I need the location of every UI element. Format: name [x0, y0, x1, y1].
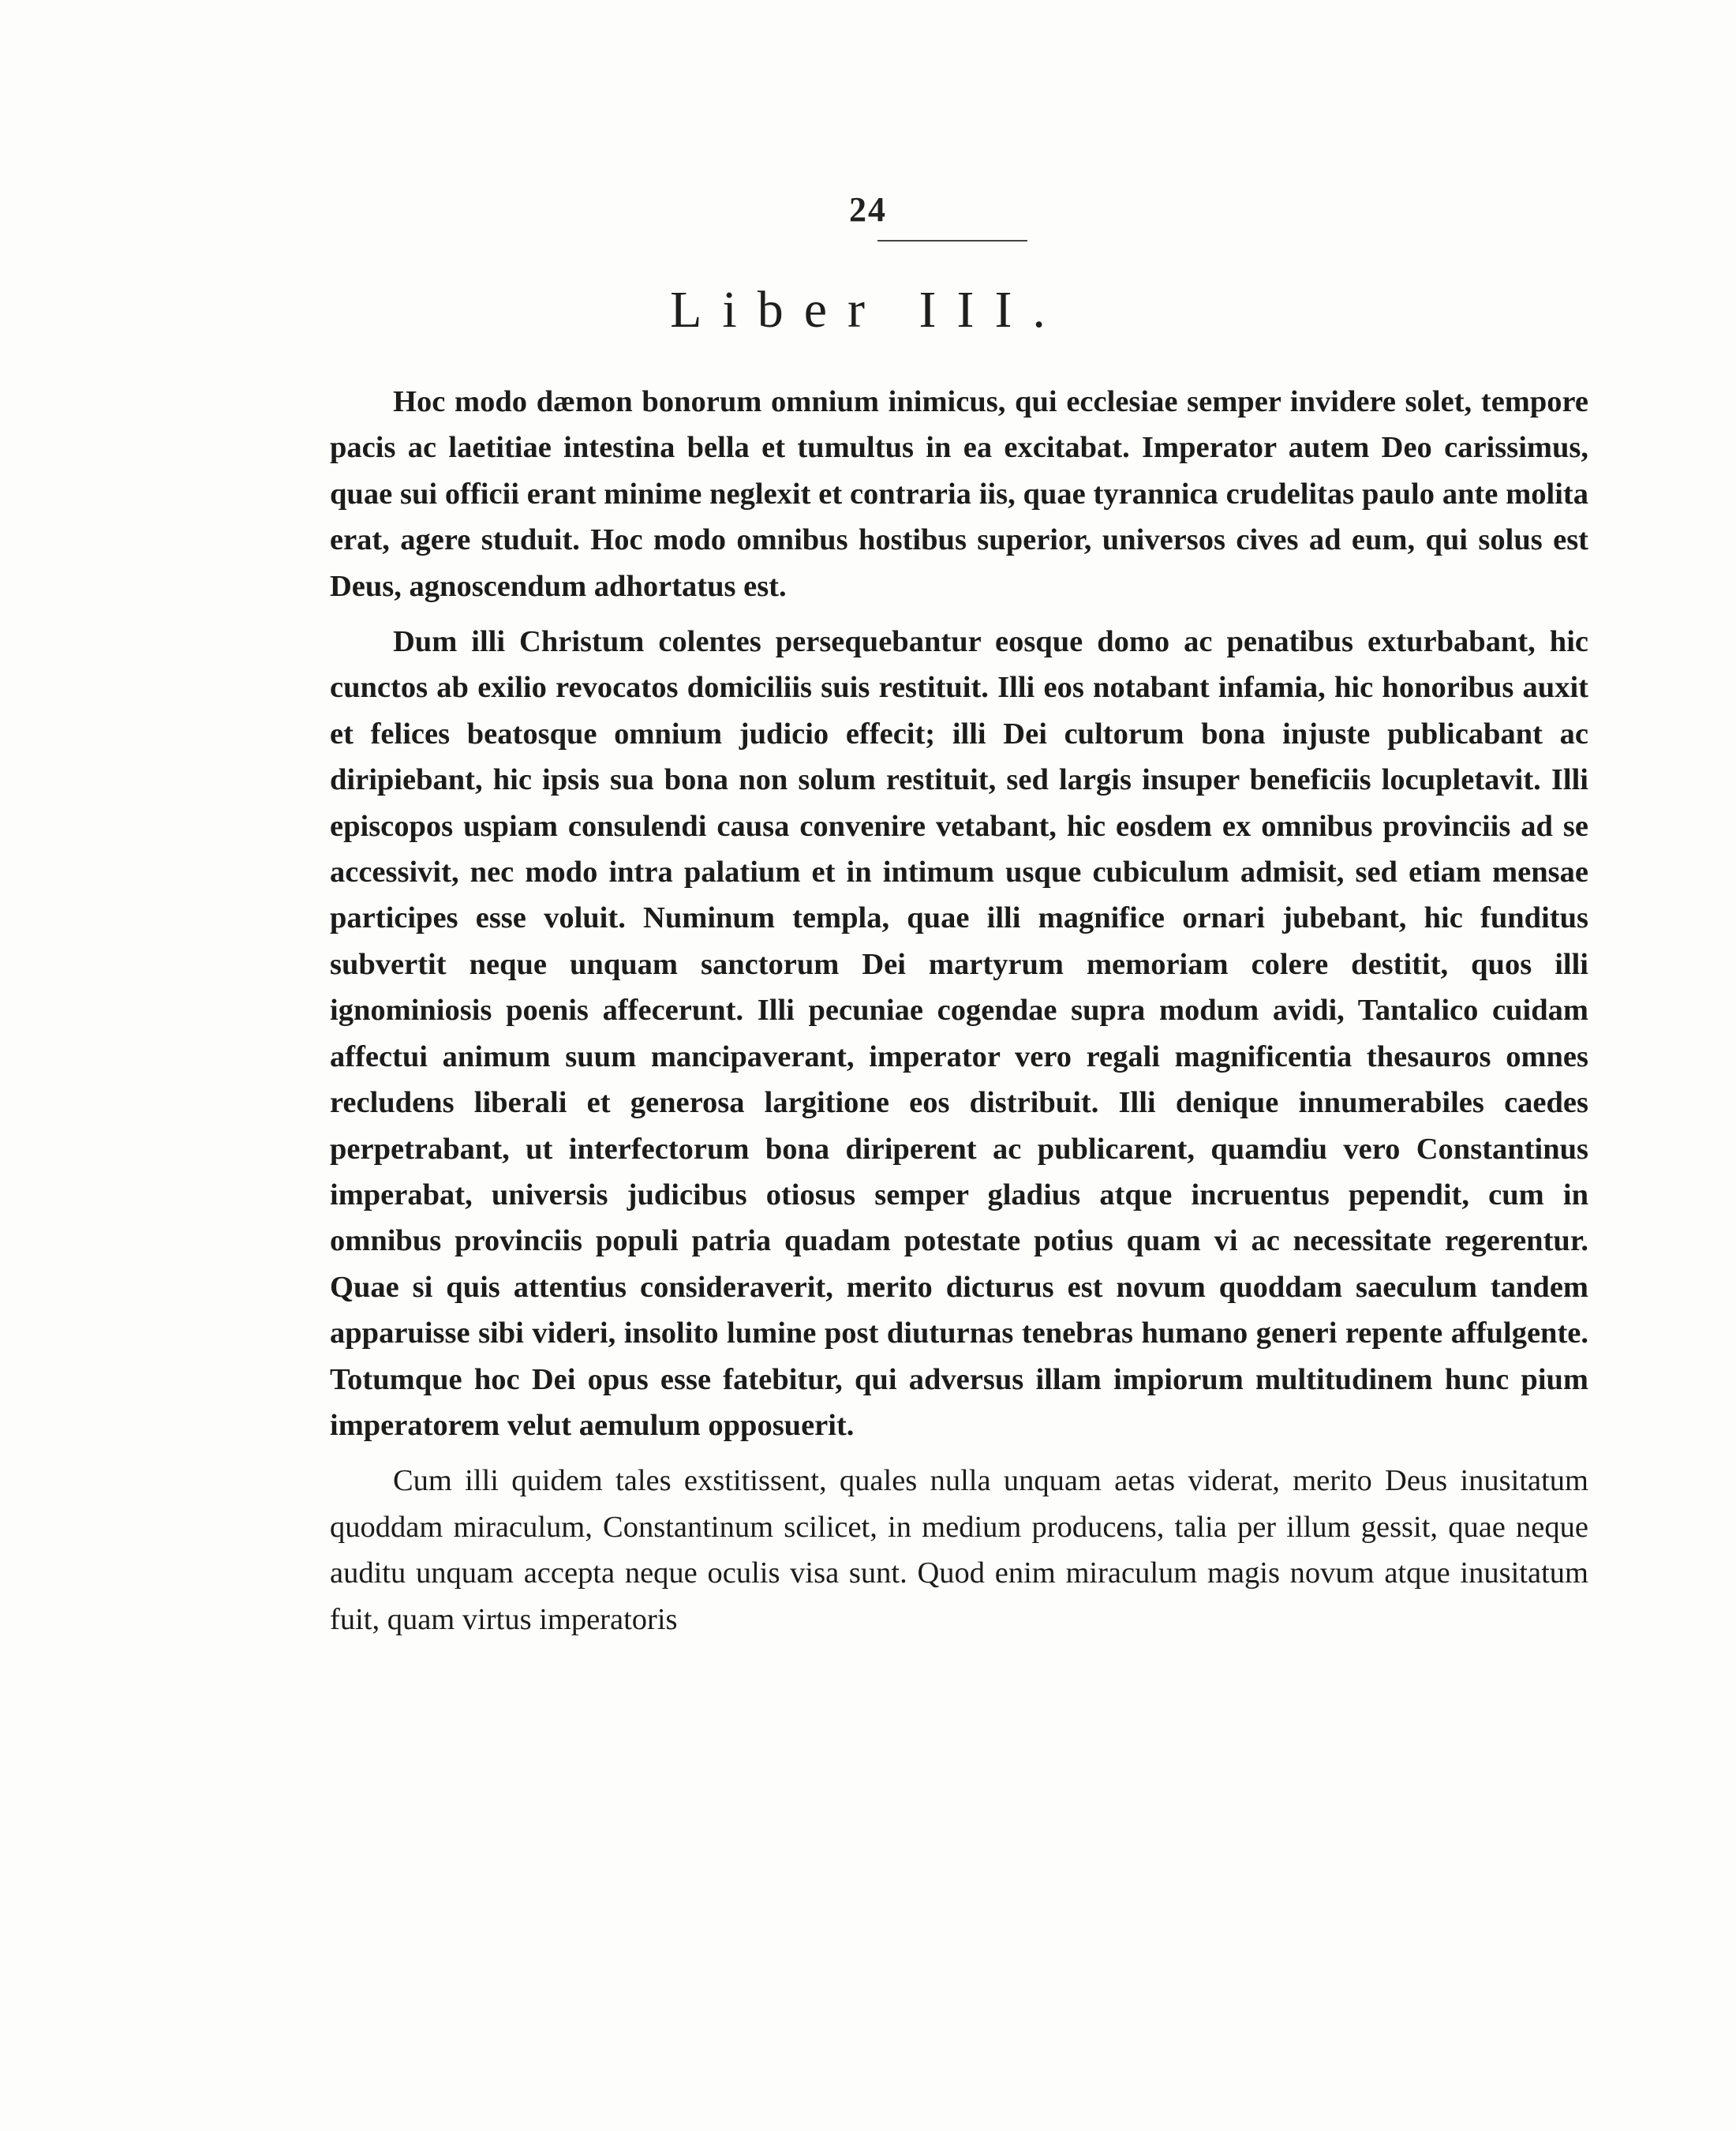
page-number: 24 — [849, 190, 887, 229]
header-rule — [877, 240, 1027, 242]
paragraph-3: Cum illi quidem tales exstitissent, quales nulla unquam aetas viderat, merito Deus inusitatum quoddam miraculum, Constantinum scilicet, in medium producens, talia per illum gessit, quae neque auditu unquam accepta neque oculis visa sunt. Quod enim miraculum magis novum atque inusitatum fuit, quam virtus imperatoris — [330, 1464, 1588, 1636]
chapter-title: Liber III. — [670, 281, 1066, 339]
paragraph-2: Dum illi Christum colentes persequebantur eosque domo ac penatibus exturbabant, hic cunctos ab exilio revocatos domiciliis suis restituit. Illi eos notabant infamia, hic honoribus auxit et felices beatosque omnium judicio effecit; illi Dei cultorum bona injuste publicabant ac diripiebant, hic ipsis sua bona non solum restituit, sed largis insuper beneficiis locupletavit. Illi episcopos uspiam consulendi causa convenire vetabant, hic eosdem ex omnibus provinciis ad se accessivit, nec modo intra palatium et in intimum usque cubiculum admisit, sed etiam mensae participes esse voluit. Numinum templa, quae illi magnifice ornari jubebant, hic funditus subvertit neque unquam sanctorum Dei martyrum memoriam colere destitit, quos illi ignominiosis poenis affecerunt. Illi pecuniae cogendae supra modum avidi, Tantalico cuidam affectui animum suum mancipaverant, imperator vero regali magnificentia thesauros omnes recludens liberali et generosa largitione eos distribuit. Illi denique innumerabiles caedes perpetrabant, ut interfectorum bona diriperent ac publicarent, quamdiu vero Constantinus imperabat, universis judicibus otiosus semper gladius atque incruentus pependit, cum in omnibus provinciis populi patria quadam potestate potius quam vi ac necessitate regerentur. Quae si quis attentius consideraverit, merito dicturus est novum quoddam saeculum tandem apparuisse sibi videri, insolito lumine post diuturnas tenebras humano generi repente affulgente. Totumque hoc Dei opus esse fatebitur, qui adversus illam impiorum multitudinem hunc pium imperatorem velut aemulum opposuerit. — [330, 625, 1588, 1442]
paragraph-1: Hoc modo dæmon bonorum omnium inimicus, qui ecclesiae semper invidere solet, tempore pacis ac laetitiae intestina bella et tumultus in ea excitabat. Imperator autem Deo carissimus, quae sui officii erant minime neglexit et contraria iis, quae tyrannica crudelitas paulo ante molita erat, agere studuit. Hoc modo omnibus hostibus superior, universos cives ad eum, qui solus est Deus, agnoscendum adhortatus est. — [330, 385, 1588, 603]
body-text — [330, 379, 1588, 1652]
